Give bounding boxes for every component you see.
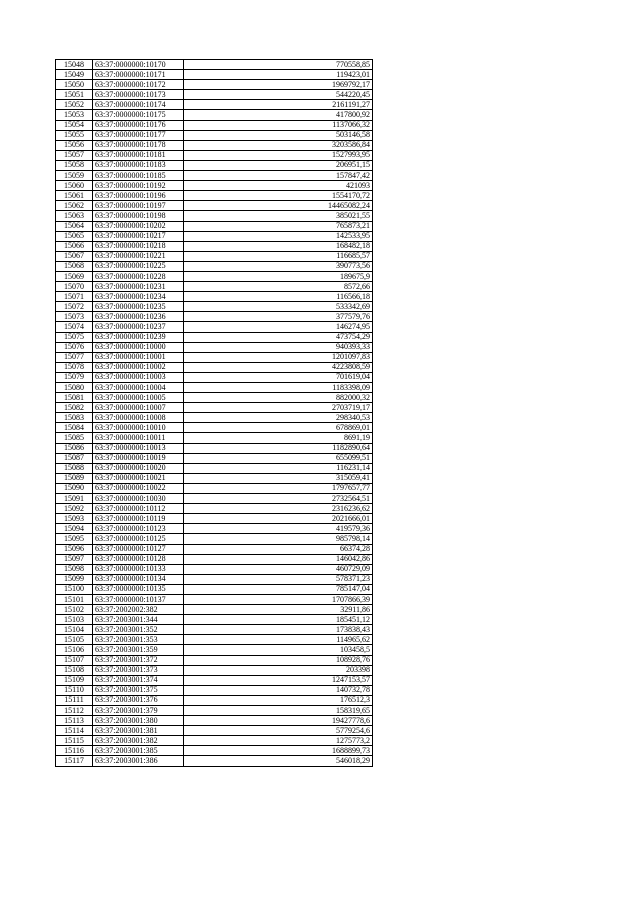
cadastral-number-cell: 63:37:0000000:10178 bbox=[93, 140, 184, 150]
row-number-cell: 15060 bbox=[56, 181, 93, 191]
table-row bbox=[56, 140, 373, 150]
row-number-cell: 15054 bbox=[56, 120, 93, 130]
cadastral-value-cell: 206951,15 bbox=[184, 160, 373, 170]
row-number-cell: 15080 bbox=[56, 383, 93, 393]
table-row bbox=[56, 655, 373, 665]
row-number-cell: 15116 bbox=[56, 746, 93, 756]
cadastral-value-cell: 119423,01 bbox=[184, 70, 373, 80]
cadastral-value-cell: 2703719,17 bbox=[184, 403, 373, 413]
cadastral-number-cell: 63:37:0000000:10004 bbox=[93, 383, 184, 393]
cadastral-number-cell: 63:37:0000000:10020 bbox=[93, 463, 184, 473]
table-row bbox=[56, 201, 373, 211]
cadastral-number-cell: 63:37:0000000:10021 bbox=[93, 473, 184, 483]
cadastral-value-cell: 1688899,73 bbox=[184, 746, 373, 756]
table-row bbox=[56, 443, 373, 453]
cadastral-number-cell: 63:37:2003001:375 bbox=[93, 685, 184, 695]
table-row bbox=[56, 90, 373, 100]
cadastral-value-cell: 1183398,09 bbox=[184, 383, 373, 393]
cadastral-number-cell: 63:37:2003001:359 bbox=[93, 645, 184, 655]
cadastral-number-cell: 63:37:2003001:385 bbox=[93, 746, 184, 756]
cadastral-value-cell: 985798,14 bbox=[184, 534, 373, 544]
row-number-cell: 15091 bbox=[56, 494, 93, 504]
row-number-cell: 15109 bbox=[56, 675, 93, 685]
cadastral-number-cell: 63:37:0000000:10002 bbox=[93, 362, 184, 372]
table-row bbox=[56, 534, 373, 544]
row-number-cell: 15087 bbox=[56, 453, 93, 463]
cadastral-value-cell: 1201097,83 bbox=[184, 352, 373, 362]
row-number-cell: 15049 bbox=[56, 70, 93, 80]
table-row bbox=[56, 665, 373, 675]
cadastral-value-cell: 157847,42 bbox=[184, 171, 373, 181]
cadastral-value-cell: 785147,04 bbox=[184, 584, 373, 594]
cadastral-value-cell: 116231,14 bbox=[184, 463, 373, 473]
row-number-cell: 15068 bbox=[56, 261, 93, 271]
cadastral-value-cell: 8691,19 bbox=[184, 433, 373, 443]
cadastral-number-cell: 63:37:0000000:10127 bbox=[93, 544, 184, 554]
table-row bbox=[56, 181, 373, 191]
cadastral-value-cell: 146274,95 bbox=[184, 322, 373, 332]
cadastral-number-cell: 63:37:0000000:10174 bbox=[93, 100, 184, 110]
cadastral-value-cell: 142533,95 bbox=[184, 231, 373, 241]
cadastral-number-cell: 63:37:0000000:10237 bbox=[93, 322, 184, 332]
cadastral-value-cell: 578371,23 bbox=[184, 574, 373, 584]
row-number-cell: 15070 bbox=[56, 282, 93, 292]
cadastral-value-cell: 1247153,57 bbox=[184, 675, 373, 685]
cadastral-number-cell: 63:37:0000000:10030 bbox=[93, 494, 184, 504]
cadastral-number-cell: 63:37:0000000:10234 bbox=[93, 292, 184, 302]
cadastral-value-cell: 298340,53 bbox=[184, 413, 373, 423]
table-row bbox=[56, 423, 373, 433]
table-row bbox=[56, 494, 373, 504]
row-number-cell: 15111 bbox=[56, 695, 93, 705]
table-row bbox=[56, 756, 373, 766]
cadastral-number-cell: 63:37:2003001:382 bbox=[93, 736, 184, 746]
cadastral-number-cell: 63:37:0000000:10236 bbox=[93, 312, 184, 322]
cadastral-number-cell: 63:37:2003001:376 bbox=[93, 695, 184, 705]
row-number-cell: 15079 bbox=[56, 372, 93, 382]
cadastral-number-cell: 63:37:0000000:10218 bbox=[93, 241, 184, 251]
cadastral-value-table bbox=[55, 59, 373, 767]
cadastral-value-cell: 66374,28 bbox=[184, 544, 373, 554]
row-number-cell: 15076 bbox=[56, 342, 93, 352]
cadastral-number-cell: 63:37:0000000:10196 bbox=[93, 191, 184, 201]
table-row bbox=[56, 362, 373, 372]
cadastral-value-cell: 533342,69 bbox=[184, 302, 373, 312]
cadastral-value-cell: 882000,32 bbox=[184, 393, 373, 403]
table-row bbox=[56, 372, 373, 382]
cadastral-value-cell: 203398 bbox=[184, 665, 373, 675]
cadastral-number-cell: 63:37:0000000:10197 bbox=[93, 201, 184, 211]
table-row bbox=[56, 383, 373, 393]
cadastral-number-cell: 63:37:0000000:10019 bbox=[93, 453, 184, 463]
cadastral-value-cell: 14465082,24 bbox=[184, 201, 373, 211]
row-number-cell: 15113 bbox=[56, 716, 93, 726]
cadastral-value-cell: 1969792,17 bbox=[184, 80, 373, 90]
row-number-cell: 15105 bbox=[56, 635, 93, 645]
cadastral-number-cell: 63:37:0000000:10123 bbox=[93, 524, 184, 534]
row-number-cell: 15102 bbox=[56, 605, 93, 615]
table-row bbox=[56, 211, 373, 221]
cadastral-value-cell: 390773,56 bbox=[184, 261, 373, 271]
cadastral-number-cell: 63:37:0000000:10221 bbox=[93, 251, 184, 261]
table-row bbox=[56, 473, 373, 483]
cadastral-value-cell: 546018,29 bbox=[184, 756, 373, 766]
table-row bbox=[56, 342, 373, 352]
row-number-cell: 15071 bbox=[56, 292, 93, 302]
table-row bbox=[56, 110, 373, 120]
row-number-cell: 15096 bbox=[56, 544, 93, 554]
row-number-cell: 15051 bbox=[56, 90, 93, 100]
row-number-cell: 15088 bbox=[56, 463, 93, 473]
table-row bbox=[56, 463, 373, 473]
cadastral-value-cell: 1137066,32 bbox=[184, 120, 373, 130]
row-number-cell: 15084 bbox=[56, 423, 93, 433]
table-row bbox=[56, 251, 373, 261]
cadastral-number-cell: 63:37:0000000:10003 bbox=[93, 372, 184, 382]
cadastral-value-cell: 503146,58 bbox=[184, 130, 373, 140]
row-number-cell: 15081 bbox=[56, 393, 93, 403]
cadastral-number-cell: 63:37:2003001:373 bbox=[93, 665, 184, 675]
row-number-cell: 15048 bbox=[56, 60, 93, 70]
row-number-cell: 15077 bbox=[56, 352, 93, 362]
cadastral-value-cell: 19427778,6 bbox=[184, 716, 373, 726]
row-number-cell: 15093 bbox=[56, 514, 93, 524]
cadastral-value-cell: 8572,66 bbox=[184, 282, 373, 292]
row-number-cell: 15115 bbox=[56, 736, 93, 746]
cadastral-number-cell: 63:37:0000000:10181 bbox=[93, 150, 184, 160]
cadastral-number-cell: 63:37:0000000:10235 bbox=[93, 302, 184, 312]
row-number-cell: 15086 bbox=[56, 443, 93, 453]
cadastral-value-cell: 1275773,2 bbox=[184, 736, 373, 746]
cadastral-value-cell: 2732564,51 bbox=[184, 494, 373, 504]
row-number-cell: 15059 bbox=[56, 171, 93, 181]
cadastral-value-cell: 655099,51 bbox=[184, 453, 373, 463]
cadastral-number-cell: 63:37:0000000:10005 bbox=[93, 393, 184, 403]
table-row bbox=[56, 221, 373, 231]
table-row bbox=[56, 80, 373, 90]
row-number-cell: 15101 bbox=[56, 594, 93, 604]
row-number-cell: 15056 bbox=[56, 140, 93, 150]
row-number-cell: 15062 bbox=[56, 201, 93, 211]
cadastral-value-cell: 116685,57 bbox=[184, 251, 373, 261]
cadastral-value-cell: 1707866,39 bbox=[184, 594, 373, 604]
table-row bbox=[56, 332, 373, 342]
table-row bbox=[56, 635, 373, 645]
table-row bbox=[56, 605, 373, 615]
cadastral-number-cell: 63:37:0000000:10013 bbox=[93, 443, 184, 453]
table-row bbox=[56, 282, 373, 292]
table-row bbox=[56, 160, 373, 170]
cadastral-number-cell: 63:37:0000000:10125 bbox=[93, 534, 184, 544]
cadastral-number-cell: 63:37:0000000:10022 bbox=[93, 483, 184, 493]
row-number-cell: 15069 bbox=[56, 271, 93, 281]
table-row bbox=[56, 524, 373, 534]
row-number-cell: 15104 bbox=[56, 625, 93, 635]
table-row bbox=[56, 433, 373, 443]
cadastral-number-cell: 63:37:0000000:10231 bbox=[93, 282, 184, 292]
cadastral-value-cell: 158319,65 bbox=[184, 706, 373, 716]
table-row bbox=[56, 746, 373, 756]
row-number-cell: 15072 bbox=[56, 302, 93, 312]
table-body bbox=[56, 60, 373, 767]
cadastral-number-cell: 63:37:0000000:10135 bbox=[93, 584, 184, 594]
table-row bbox=[56, 393, 373, 403]
table-row bbox=[56, 352, 373, 362]
cadastral-value-cell: 189675,9 bbox=[184, 271, 373, 281]
table-row bbox=[56, 504, 373, 514]
cadastral-value-cell: 2161191,27 bbox=[184, 100, 373, 110]
cadastral-value-cell: 417800,92 bbox=[184, 110, 373, 120]
table-row bbox=[56, 312, 373, 322]
cadastral-value-cell: 103458,5 bbox=[184, 645, 373, 655]
cadastral-number-cell: 63:37:2003001:379 bbox=[93, 706, 184, 716]
cadastral-value-cell: 168482,18 bbox=[184, 241, 373, 251]
row-number-cell: 15092 bbox=[56, 504, 93, 514]
cadastral-number-cell: 63:37:0000000:10225 bbox=[93, 261, 184, 271]
cadastral-number-cell: 63:37:0000000:10010 bbox=[93, 423, 184, 433]
table-row bbox=[56, 615, 373, 625]
table-row bbox=[56, 413, 373, 423]
row-number-cell: 15065 bbox=[56, 231, 93, 241]
cadastral-number-cell: 63:37:0000000:10119 bbox=[93, 514, 184, 524]
cadastral-value-cell: 421093 bbox=[184, 181, 373, 191]
row-number-cell: 15061 bbox=[56, 191, 93, 201]
cadastral-number-cell: 63:37:0000000:10128 bbox=[93, 554, 184, 564]
cadastral-number-cell: 63:37:2003001:380 bbox=[93, 716, 184, 726]
row-number-cell: 15089 bbox=[56, 473, 93, 483]
cadastral-number-cell: 63:37:0000000:10171 bbox=[93, 70, 184, 80]
cadastral-number-cell: 63:37:0000000:10137 bbox=[93, 594, 184, 604]
row-number-cell: 15106 bbox=[56, 645, 93, 655]
cadastral-number-cell: 63:37:0000000:10175 bbox=[93, 110, 184, 120]
row-number-cell: 15110 bbox=[56, 685, 93, 695]
row-number-cell: 15085 bbox=[56, 433, 93, 443]
cadastral-number-cell: 63:37:0000000:10000 bbox=[93, 342, 184, 352]
cadastral-value-cell: 1797657,77 bbox=[184, 483, 373, 493]
table-row bbox=[56, 716, 373, 726]
table-row bbox=[56, 544, 373, 554]
cadastral-value-cell: 32911,86 bbox=[184, 605, 373, 615]
cadastral-value-cell: 544220,45 bbox=[184, 90, 373, 100]
table-row bbox=[56, 231, 373, 241]
cadastral-value-cell: 678869,01 bbox=[184, 423, 373, 433]
table-row bbox=[56, 594, 373, 604]
cadastral-value-cell: 116566,18 bbox=[184, 292, 373, 302]
row-number-cell: 15055 bbox=[56, 130, 93, 140]
row-number-cell: 15114 bbox=[56, 726, 93, 736]
cadastral-value-cell: 146042,86 bbox=[184, 554, 373, 564]
row-number-cell: 15058 bbox=[56, 160, 93, 170]
cadastral-number-cell: 63:37:0000000:10192 bbox=[93, 181, 184, 191]
row-number-cell: 15073 bbox=[56, 312, 93, 322]
row-number-cell: 15095 bbox=[56, 534, 93, 544]
cadastral-number-cell: 63:37:0000000:10170 bbox=[93, 60, 184, 70]
table-row bbox=[56, 706, 373, 716]
cadastral-number-cell: 63:37:0000000:10177 bbox=[93, 130, 184, 140]
table-row bbox=[56, 150, 373, 160]
row-number-cell: 15052 bbox=[56, 100, 93, 110]
cadastral-number-cell: 63:37:2003001:372 bbox=[93, 655, 184, 665]
cadastral-value-cell: 176512,3 bbox=[184, 695, 373, 705]
cadastral-value-cell: 770558,85 bbox=[184, 60, 373, 70]
cadastral-value-cell: 2316236,62 bbox=[184, 504, 373, 514]
table-row bbox=[56, 70, 373, 80]
cadastral-number-cell: 63:37:2003001:352 bbox=[93, 625, 184, 635]
cadastral-value-cell: 4223808,59 bbox=[184, 362, 373, 372]
row-number-cell: 15075 bbox=[56, 332, 93, 342]
cadastral-value-cell: 473754,29 bbox=[184, 332, 373, 342]
row-number-cell: 15066 bbox=[56, 241, 93, 251]
table-row bbox=[56, 60, 373, 70]
row-number-cell: 15099 bbox=[56, 574, 93, 584]
table-row bbox=[56, 100, 373, 110]
cadastral-number-cell: 63:37:0000000:10176 bbox=[93, 120, 184, 130]
cadastral-number-cell: 63:37:0000000:10217 bbox=[93, 231, 184, 241]
row-number-cell: 15074 bbox=[56, 322, 93, 332]
cadastral-number-cell: 63:37:0000000:10172 bbox=[93, 80, 184, 90]
cadastral-number-cell: 63:37:2003001:374 bbox=[93, 675, 184, 685]
row-number-cell: 15103 bbox=[56, 615, 93, 625]
table-row bbox=[56, 453, 373, 463]
row-number-cell: 15107 bbox=[56, 655, 93, 665]
table-row bbox=[56, 191, 373, 201]
row-number-cell: 15083 bbox=[56, 413, 93, 423]
cadastral-number-cell: 63:37:2003001:353 bbox=[93, 635, 184, 645]
row-number-cell: 15082 bbox=[56, 403, 93, 413]
cadastral-number-cell: 63:37:0000000:10202 bbox=[93, 221, 184, 231]
row-number-cell: 15100 bbox=[56, 584, 93, 594]
table-row bbox=[56, 241, 373, 251]
cadastral-value-cell: 2021666,01 bbox=[184, 514, 373, 524]
cadastral-number-cell: 63:37:2003001:344 bbox=[93, 615, 184, 625]
cadastral-value-cell: 5779254,6 bbox=[184, 726, 373, 736]
cadastral-number-cell: 63:37:2003001:386 bbox=[93, 756, 184, 766]
row-number-cell: 15053 bbox=[56, 110, 93, 120]
cadastral-value-cell: 765873,21 bbox=[184, 221, 373, 231]
table-row bbox=[56, 685, 373, 695]
cadastral-number-cell: 63:37:0000000:10134 bbox=[93, 574, 184, 584]
cadastral-number-cell: 63:37:0000000:10133 bbox=[93, 564, 184, 574]
cadastral-number-cell: 63:37:0000000:10007 bbox=[93, 403, 184, 413]
table-row bbox=[56, 483, 373, 493]
cadastral-value-cell: 940393,33 bbox=[184, 342, 373, 352]
table-row bbox=[56, 171, 373, 181]
table-row bbox=[56, 322, 373, 332]
row-number-cell: 15112 bbox=[56, 706, 93, 716]
table-row bbox=[56, 736, 373, 746]
cadastral-value-cell: 173838,43 bbox=[184, 625, 373, 635]
cadastral-value-cell: 701619,04 bbox=[184, 372, 373, 382]
cadastral-number-cell: 63:37:2003001:381 bbox=[93, 726, 184, 736]
row-number-cell: 15117 bbox=[56, 756, 93, 766]
cadastral-value-cell: 385021,55 bbox=[184, 211, 373, 221]
row-number-cell: 15097 bbox=[56, 554, 93, 564]
cadastral-value-cell: 460729,09 bbox=[184, 564, 373, 574]
table-row bbox=[56, 130, 373, 140]
cadastral-value-cell: 3203586,84 bbox=[184, 140, 373, 150]
cadastral-value-cell: 185451,12 bbox=[184, 615, 373, 625]
table-row bbox=[56, 554, 373, 564]
row-number-cell: 15057 bbox=[56, 150, 93, 160]
cadastral-number-cell: 63:37:0000000:10011 bbox=[93, 433, 184, 443]
table-row bbox=[56, 514, 373, 524]
cadastral-value-cell: 377579,76 bbox=[184, 312, 373, 322]
cadastral-number-cell: 63:37:2002002:382 bbox=[93, 605, 184, 615]
table-row bbox=[56, 645, 373, 655]
table-row bbox=[56, 625, 373, 635]
cadastral-number-cell: 63:37:0000000:10198 bbox=[93, 211, 184, 221]
row-number-cell: 15063 bbox=[56, 211, 93, 221]
cadastral-number-cell: 63:37:0000000:10173 bbox=[93, 90, 184, 100]
cadastral-value-cell: 315059,41 bbox=[184, 473, 373, 483]
cadastral-number-cell: 63:37:0000000:10239 bbox=[93, 332, 184, 342]
table-row bbox=[56, 292, 373, 302]
row-number-cell: 15050 bbox=[56, 80, 93, 90]
row-number-cell: 15094 bbox=[56, 524, 93, 534]
table-row bbox=[56, 564, 373, 574]
cadastral-value-cell: 140732,78 bbox=[184, 685, 373, 695]
cadastral-number-cell: 63:37:0000000:10001 bbox=[93, 352, 184, 362]
table-row bbox=[56, 120, 373, 130]
table-row bbox=[56, 302, 373, 312]
row-number-cell: 15090 bbox=[56, 483, 93, 493]
cadastral-value-cell: 419579,36 bbox=[184, 524, 373, 534]
cadastral-value-cell: 108928,76 bbox=[184, 655, 373, 665]
table-row bbox=[56, 584, 373, 594]
table-row bbox=[56, 695, 373, 705]
row-number-cell: 15108 bbox=[56, 665, 93, 675]
row-number-cell: 15067 bbox=[56, 251, 93, 261]
cadastral-number-cell: 63:37:0000000:10185 bbox=[93, 171, 184, 181]
cadastral-value-cell: 1554170,72 bbox=[184, 191, 373, 201]
cadastral-number-cell: 63:37:0000000:10112 bbox=[93, 504, 184, 514]
cadastral-number-cell: 63:37:0000000:10228 bbox=[93, 271, 184, 281]
row-number-cell: 15098 bbox=[56, 564, 93, 574]
row-number-cell: 15064 bbox=[56, 221, 93, 231]
table-row bbox=[56, 261, 373, 271]
row-number-cell: 15078 bbox=[56, 362, 93, 372]
cadastral-number-cell: 63:37:0000000:10008 bbox=[93, 413, 184, 423]
table-row bbox=[56, 271, 373, 281]
table-row bbox=[56, 403, 373, 413]
cadastral-value-cell: 114965,62 bbox=[184, 635, 373, 645]
table-row bbox=[56, 726, 373, 736]
table-row bbox=[56, 574, 373, 584]
cadastral-number-cell: 63:37:0000000:10183 bbox=[93, 160, 184, 170]
table-row bbox=[56, 675, 373, 685]
cadastral-value-cell: 1182890,64 bbox=[184, 443, 373, 453]
cadastral-value-cell: 1527993,95 bbox=[184, 150, 373, 160]
